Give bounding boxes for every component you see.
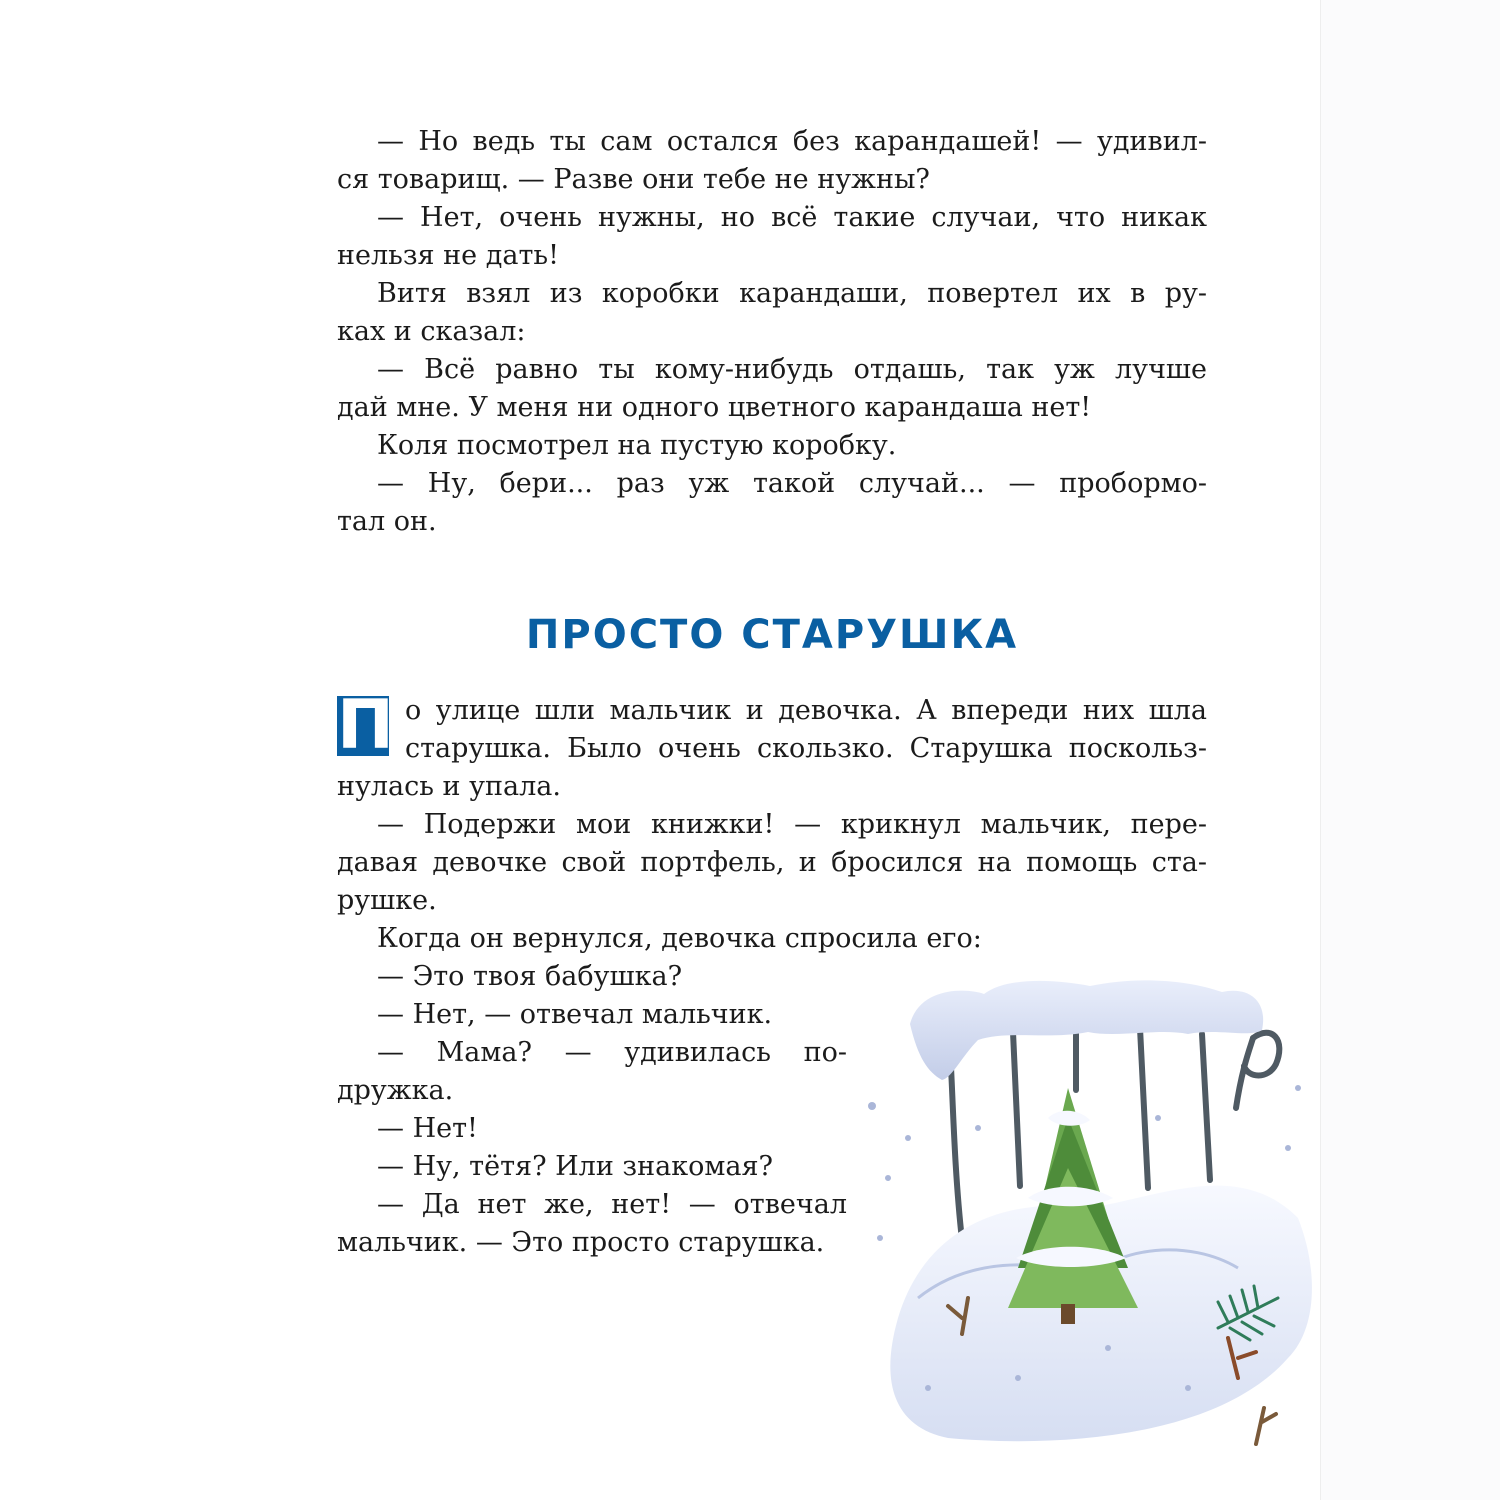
text-line: мальчик. — Это просто старушка. (337, 1227, 825, 1258)
snowy-fence-fir-icon (858, 968, 1320, 1460)
text-line: — Всё равно ты кому-нибудь отдашь, так уж лучше (377, 354, 1207, 385)
text-line: — Мама? — удивилась по- (377, 1037, 847, 1068)
text-line: — Ну, тётя? Или знакомая? (377, 1151, 773, 1182)
text-line: Витя взял из коробки карандаши, повертел их в ру- (377, 278, 1207, 309)
text-line: ся товарищ. — Разве они тебе не нужны? (337, 164, 930, 195)
text-line: — Ну, бери... раз уж такой случай... — пробормо- (377, 468, 1207, 499)
text-line: — Но ведь ты сам остался без карандашей! — удивил- (377, 126, 1207, 157)
text-line: Коля посмотрел на пустую коробку. (377, 430, 897, 461)
page-margin (1320, 0, 1500, 1500)
story-title: ПРОСТО СТАРУШКА (525, 612, 1019, 658)
text-line: — Это твоя бабушка? (377, 961, 683, 992)
text-line: — Нет! (377, 1113, 478, 1144)
previous-story-ending (337, 123, 1207, 541)
text-line: дружка. (337, 1075, 454, 1106)
text-line: рушке. (337, 885, 437, 916)
text-line: нельзя не дать! (337, 240, 559, 271)
text-line: — Подержи мои книжки! — крикнул мальчик, пере- (377, 809, 1207, 840)
text-line: о улице шли мальчик и девочка. А впереди них шла (405, 695, 1207, 726)
text-line: нулась и упала. (337, 771, 561, 802)
text-line: тал он. (337, 506, 437, 537)
text-line: — Нет, — отвечал мальчик. (377, 999, 773, 1030)
text-line: — Нет, очень нужны, но всё такие случаи, что никак (377, 202, 1207, 233)
text-line: Когда он вернулся, девочка спросила его: (377, 923, 982, 954)
text-line: ках и сказал: (337, 316, 526, 347)
text-line: давая девочке свой портфель, и бросился на помощь ста- (337, 847, 1207, 878)
text-line: старушка. Было очень скользко. Старушка поскольз- (405, 733, 1207, 764)
text-line: дай мне. У меня ни одного цветного карандаша нет! (337, 392, 1092, 423)
drop-cap: П (337, 686, 394, 765)
text-line: — Да нет же, нет! — отвечал (377, 1189, 847, 1220)
